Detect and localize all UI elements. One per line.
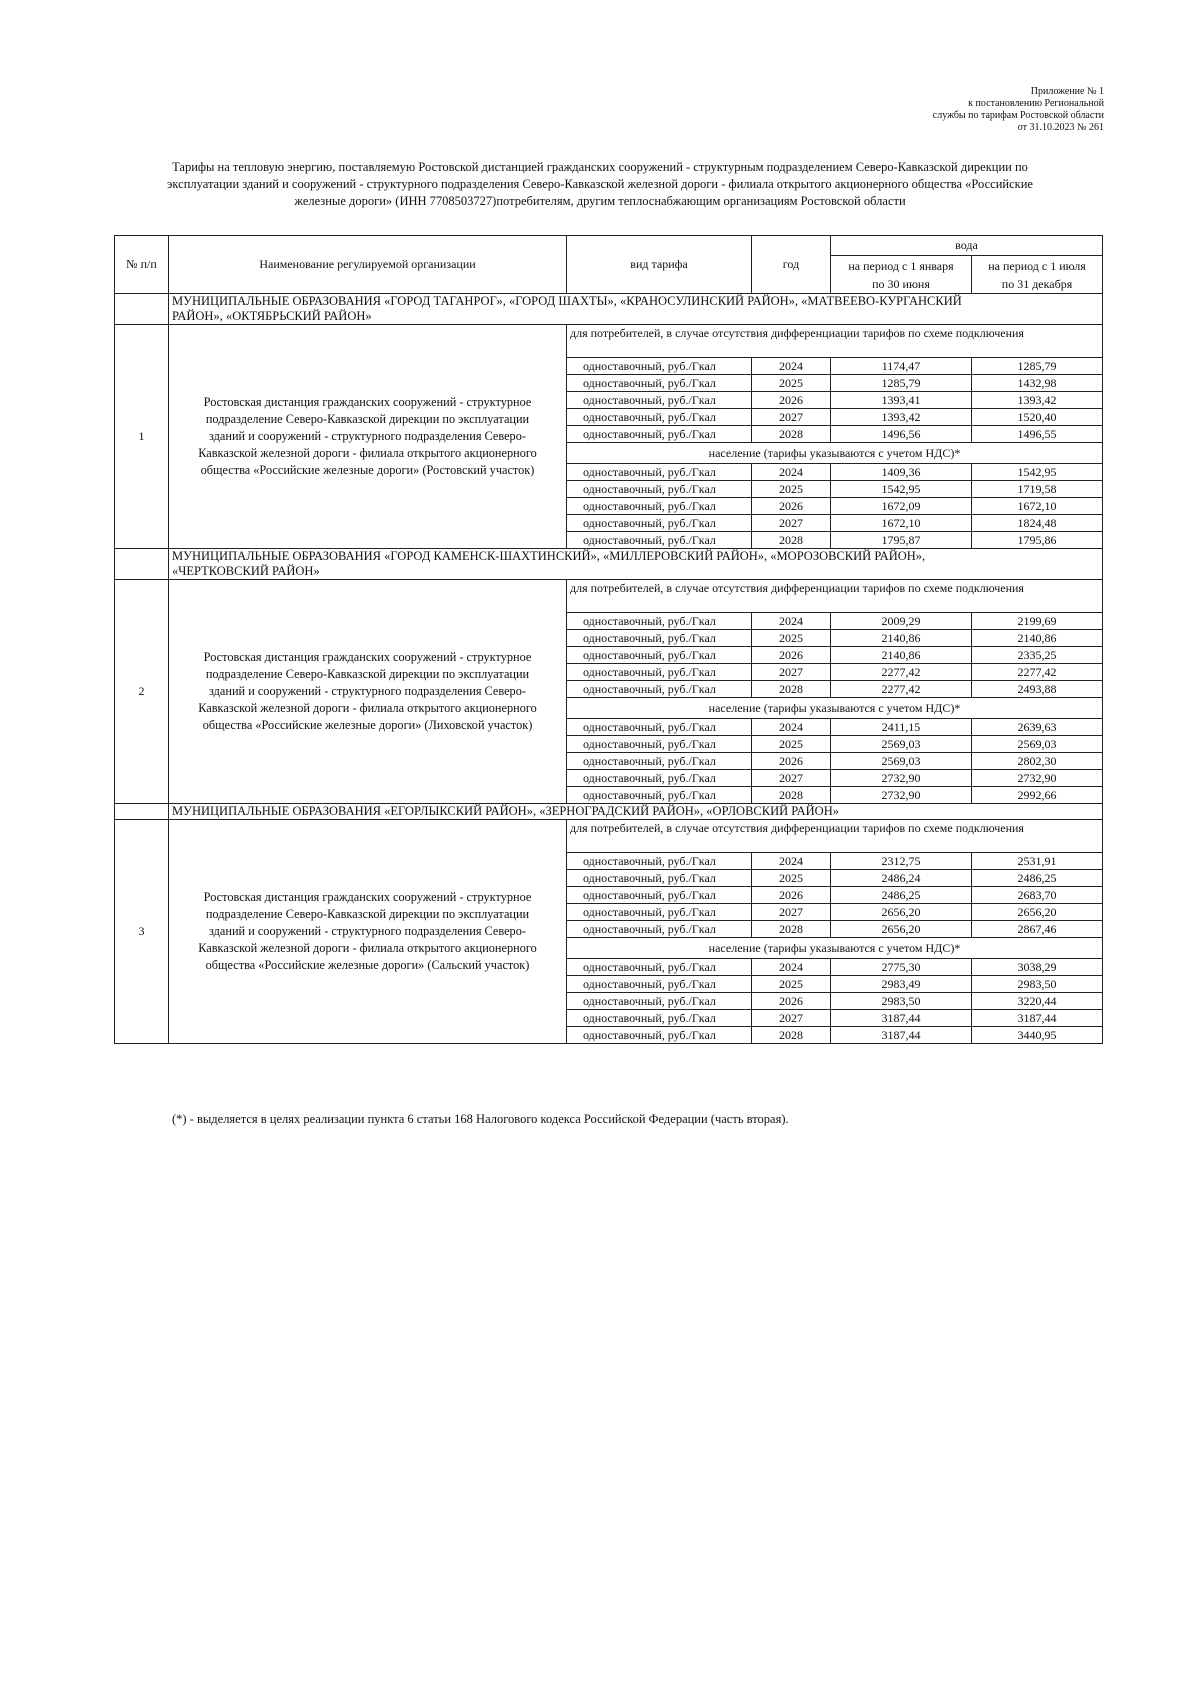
title-line: эксплуатации зданий и сооружений - структурного подразделения Северо-Кавказской железной дороги - филиала открытого акционерного общества «Российские [167, 177, 1033, 191]
appendix-line: службы по тарифам Ростовской области [932, 110, 1104, 121]
empty-cell [115, 549, 169, 580]
period-1-value: 2140,86 [831, 630, 972, 647]
period-2-value: 2277,42 [972, 664, 1103, 681]
period-2-value: 3187,44 [972, 1010, 1103, 1027]
empty-cell [115, 294, 169, 325]
period-2-value: 1542,95 [972, 464, 1103, 481]
year-cell: 2025 [752, 870, 831, 887]
period-2-value: 1719,58 [972, 481, 1103, 498]
tariff-type-cell: одноставочный, руб./Гкал [567, 1027, 752, 1044]
year-cell: 2024 [752, 464, 831, 481]
period-1-value: 2983,49 [831, 976, 972, 993]
population-label: население (тарифы указываются с учетом НДС)* [567, 938, 1103, 959]
header-period-1-line: на период с 1 января [848, 258, 954, 273]
year-cell: 2024 [752, 959, 831, 976]
year-cell: 2027 [752, 904, 831, 921]
tariff-type-cell: одноставочный, руб./Гкал [567, 358, 752, 375]
period-1-value: 1285,79 [831, 375, 972, 392]
municipality-line: МУНИЦИПАЛЬНЫЕ ОБРАЗОВАНИЯ «ГОРОД ТАГАНРОГ», «ГОРОД ШАХТЫ», «КРАНОСУЛИНСКИЙ РАЙОН», «МАТВЕЕВО-КУРГАНСКИЙ [172, 294, 962, 308]
tariff-type-cell: одноставочный, руб./Гкал [567, 770, 752, 787]
period-2-value: 2992,66 [972, 787, 1103, 804]
period-1-value: 1409,36 [831, 464, 972, 481]
organization-line: Ростовская дистанция гражданских сооружений - структурное [203, 650, 532, 664]
year-cell: 2027 [752, 409, 831, 426]
period-2-value: 2639,63 [972, 719, 1103, 736]
period-2-value: 1795,86 [972, 532, 1103, 549]
year-cell: 2025 [752, 481, 831, 498]
tariff-type-cell: одноставочный, руб./Гкал [567, 904, 752, 921]
year-cell: 2028 [752, 1027, 831, 1044]
tariff-type-cell: одноставочный, руб./Гкал [567, 630, 752, 647]
organization-line: подразделение Северо-Кавказской дирекции по эксплуатации [205, 412, 530, 426]
header-tariff-type: вид тарифа [567, 236, 752, 294]
tariff-type-cell: одноставочный, руб./Гкал [567, 409, 752, 426]
period-1-value: 1174,47 [831, 358, 972, 375]
tariff-type-cell: одноставочный, руб./Гкал [567, 375, 752, 392]
population-label: население (тарифы указываются с учетом НДС)* [567, 698, 1103, 719]
period-1-value: 2277,42 [831, 664, 972, 681]
header-org: Наименование регулируемой организации [169, 236, 567, 294]
organization-line: Ростовская дистанция гражданских сооружений - структурное [203, 890, 532, 904]
municipality-label [169, 549, 1103, 580]
organization-line: Кавказской железной дороги - филиала открытого акционерного [198, 446, 537, 460]
period-1-value: 2140,86 [831, 647, 972, 664]
year-cell: 2026 [752, 993, 831, 1010]
year-cell: 2026 [752, 392, 831, 409]
organization-name [169, 325, 567, 549]
appendix-line: от 31.10.2023 № 261 [1017, 122, 1104, 133]
organization-line: подразделение Северо-Кавказской дирекции по эксплуатации [205, 907, 530, 921]
tariff-type-cell: одноставочный, руб./Гкал [567, 481, 752, 498]
organization-line: зданий и сооружений - структурного подразделения Северо- [209, 924, 526, 938]
period-1-value: 2411,15 [831, 719, 972, 736]
period-2-value: 2732,90 [972, 770, 1103, 787]
year-cell: 2025 [752, 736, 831, 753]
header-num: № п/п [115, 236, 169, 294]
organization-line: Ростовская дистанция гражданских сооружений - структурное [203, 395, 532, 409]
year-cell: 2024 [752, 853, 831, 870]
tariff-type-cell: одноставочный, руб./Гкал [567, 887, 752, 904]
municipality-line: «ЧЕРТКОВСКИЙ РАЙОН» [172, 564, 320, 578]
period-1-value: 2983,50 [831, 993, 972, 1010]
period-2-value: 2656,20 [972, 904, 1103, 921]
row-number: 2 [115, 580, 169, 804]
period-2-value: 1672,10 [972, 498, 1103, 515]
tariff-type-cell: одноставочный, руб./Гкал [567, 959, 752, 976]
tariff-type-cell: одноставочный, руб./Гкал [567, 993, 752, 1010]
organization-line: общества «Российские железные дороги» (Лиховской участок) [202, 718, 533, 732]
organization-line: общества «Российские железные дороги» (Ростовский участок) [200, 463, 535, 477]
tariff-type-cell: одноставочный, руб./Гкал [567, 392, 752, 409]
period-2-value: 2683,70 [972, 887, 1103, 904]
year-cell: 2025 [752, 375, 831, 392]
empty-cell [115, 804, 169, 820]
organization-line: общества «Российские железные дороги» (Сальский участок) [205, 958, 530, 972]
municipality-line: МУНИЦИПАЛЬНЫЕ ОБРАЗОВАНИЯ «ГОРОД КАМЕНСК-ШАХТИНСКИЙ», «МИЛЛЕРОВСКИЙ РАЙОН», «МОРОЗОВСКИЙ РАЙОН», [172, 549, 926, 563]
tariff-type-cell: одноставочный, руб./Гкал [567, 515, 752, 532]
period-1-value: 2277,42 [831, 681, 972, 698]
period-2-value: 3038,29 [972, 959, 1103, 976]
period-2-value: 2569,03 [972, 736, 1103, 753]
header-year: год [752, 236, 831, 294]
period-2-value: 1824,48 [972, 515, 1103, 532]
header-period-2-line: по 31 декабря [1001, 276, 1073, 291]
header-period-1 [831, 256, 972, 294]
tariff-type-cell: одноставочный, руб./Гкал [567, 719, 752, 736]
consumers-label: для потребителей, в случае отсутствия дифференциации тарифов по схеме подключения [567, 325, 1103, 358]
year-cell: 2025 [752, 630, 831, 647]
row-number: 1 [115, 325, 169, 549]
document-title [120, 159, 1080, 210]
year-cell: 2026 [752, 887, 831, 904]
year-cell: 2028 [752, 426, 831, 443]
period-1-value: 1795,87 [831, 532, 972, 549]
year-cell: 2027 [752, 664, 831, 681]
municipality-line: РАЙОН», «ОКТЯБРЬСКИЙ РАЙОН» [172, 309, 372, 323]
period-1-value: 2775,30 [831, 959, 972, 976]
period-1-value: 1393,41 [831, 392, 972, 409]
tariff-type-cell: одноставочный, руб./Гкал [567, 736, 752, 753]
period-1-value: 1672,09 [831, 498, 972, 515]
period-2-value: 2199,69 [972, 613, 1103, 630]
period-2-value: 2486,25 [972, 870, 1103, 887]
organization-name [169, 580, 567, 804]
year-cell: 2026 [752, 753, 831, 770]
tariff-type-cell: одноставочный, руб./Гкал [567, 647, 752, 664]
period-1-value: 2656,20 [831, 921, 972, 938]
header-period-2 [972, 256, 1103, 294]
municipality-row [115, 549, 1103, 580]
period-1-value: 2569,03 [831, 736, 972, 753]
tariff-type-cell: одноставочный, руб./Гкал [567, 681, 752, 698]
appendix-line: Приложение № 1 [1030, 86, 1104, 97]
period-2-value: 2867,46 [972, 921, 1103, 938]
year-cell: 2027 [752, 515, 831, 532]
period-2-value: 3220,44 [972, 993, 1103, 1010]
consumers-label-row [115, 820, 1103, 853]
year-cell: 2027 [752, 1010, 831, 1027]
period-2-value: 1393,42 [972, 392, 1103, 409]
year-cell: 2027 [752, 770, 831, 787]
period-1-value: 2569,03 [831, 753, 972, 770]
tariff-type-cell: одноставочный, руб./Гкал [567, 464, 752, 481]
consumers-label: для потребителей, в случае отсутствия дифференциации тарифов по схеме подключения [567, 820, 1103, 853]
organization-line: зданий и сооружений - структурного подразделения Северо- [209, 684, 526, 698]
year-cell: 2024 [752, 358, 831, 375]
period-1-value: 1672,10 [831, 515, 972, 532]
population-label: население (тарифы указываются с учетом НДС)* [567, 443, 1103, 464]
period-1-value: 2732,90 [831, 770, 972, 787]
table-body [115, 294, 1103, 1044]
period-2-value: 2335,25 [972, 647, 1103, 664]
table-header [115, 236, 1103, 294]
row-number: 3 [115, 820, 169, 1044]
tariff-type-cell: одноставочный, руб./Гкал [567, 426, 752, 443]
period-2-value: 2493,88 [972, 681, 1103, 698]
tariff-table [114, 235, 1103, 1044]
period-2-value: 2983,50 [972, 976, 1103, 993]
tariff-type-cell: одноставочный, руб./Гкал [567, 921, 752, 938]
tariff-type-cell: одноставочный, руб./Гкал [567, 498, 752, 515]
municipality-row [115, 294, 1103, 325]
period-1-value: 3187,44 [831, 1010, 972, 1027]
header-period-1-line: по 30 июня [872, 276, 930, 291]
header-water: вода [831, 236, 1103, 256]
year-cell: 2026 [752, 647, 831, 664]
period-1-value: 1496,56 [831, 426, 972, 443]
period-2-value: 2802,30 [972, 753, 1103, 770]
tariff-type-cell: одноставочный, руб./Гкал [567, 753, 752, 770]
tariff-type-cell: одноставочный, руб./Гкал [567, 976, 752, 993]
title-line: Тарифы на тепловую энергию, поставляемую Ростовской дистанцией гражданских сооружений - структурным подразделением Северо-Кавказской дирекции по [172, 160, 1028, 174]
header-period-2-line: на период с 1 июля [988, 258, 1086, 273]
municipality-label [169, 294, 1103, 325]
appendix-line: к постановлению Региональной [968, 98, 1104, 109]
year-cell: 2028 [752, 681, 831, 698]
year-cell: 2028 [752, 532, 831, 549]
period-2-value: 1432,98 [972, 375, 1103, 392]
tariff-type-cell: одноставочный, руб./Гкал [567, 664, 752, 681]
organization-line: зданий и сооружений - структурного подразделения Северо- [209, 429, 526, 443]
organization-line: подразделение Северо-Кавказской дирекции по эксплуатации [205, 667, 530, 681]
period-1-value: 3187,44 [831, 1027, 972, 1044]
year-cell: 2026 [752, 498, 831, 515]
organization-line: Кавказской железной дороги - филиала открытого акционерного [198, 941, 537, 955]
year-cell: 2028 [752, 787, 831, 804]
tariff-type-cell: одноставочный, руб./Гкал [567, 613, 752, 630]
period-1-value: 2486,25 [831, 887, 972, 904]
organization-line: Кавказской железной дороги - филиала открытого акционерного [198, 701, 537, 715]
year-cell: 2025 [752, 976, 831, 993]
period-1-value: 2312,75 [831, 853, 972, 870]
consumers-label: для потребителей, в случае отсутствия дифференциации тарифов по схеме подключения [567, 580, 1103, 613]
footnote: (*) - выделяется в целях реализации пункта 6 статьи 168 Налогового кодекса Российской Федерации (часть вторая). [172, 1112, 789, 1126]
period-1-value: 2009,29 [831, 613, 972, 630]
appendix-block [804, 86, 1104, 134]
tariff-type-cell: одноставочный, руб./Гкал [567, 532, 752, 549]
tariff-type-cell: одноставочный, руб./Гкал [567, 870, 752, 887]
year-cell: 2028 [752, 921, 831, 938]
tariff-type-cell: одноставочный, руб./Гкал [567, 853, 752, 870]
period-2-value: 1520,40 [972, 409, 1103, 426]
period-1-value: 1393,42 [831, 409, 972, 426]
year-cell: 2024 [752, 719, 831, 736]
municipality-label [169, 804, 1103, 820]
year-cell: 2024 [752, 613, 831, 630]
title-line: железные дороги» (ИНН 7708503727)потребителям, другим теплоснабжающим организациям Ростовской области [294, 194, 906, 208]
period-2-value: 3440,95 [972, 1027, 1103, 1044]
period-2-value: 2531,91 [972, 853, 1103, 870]
municipality-line: МУНИЦИПАЛЬНЫЕ ОБРАЗОВАНИЯ «ЕГОРЛЫКСКИЙ РАЙОН», «ЗЕРНОГРАДСКИЙ РАЙОН», «ОРЛОВСКИЙ РАЙОН» [172, 804, 839, 818]
tariff-type-cell: одноставочный, руб./Гкал [567, 1010, 752, 1027]
tariff-type-cell: одноставочный, руб./Гкал [567, 787, 752, 804]
municipality-row [115, 804, 1103, 820]
consumers-label-row [115, 580, 1103, 613]
period-1-value: 1542,95 [831, 481, 972, 498]
period-1-value: 2656,20 [831, 904, 972, 921]
period-2-value: 2140,86 [972, 630, 1103, 647]
period-2-value: 1496,55 [972, 426, 1103, 443]
organization-name [169, 820, 567, 1044]
consumers-label-row [115, 325, 1103, 358]
period-1-value: 2732,90 [831, 787, 972, 804]
period-1-value: 2486,24 [831, 870, 972, 887]
period-2-value: 1285,79 [972, 358, 1103, 375]
